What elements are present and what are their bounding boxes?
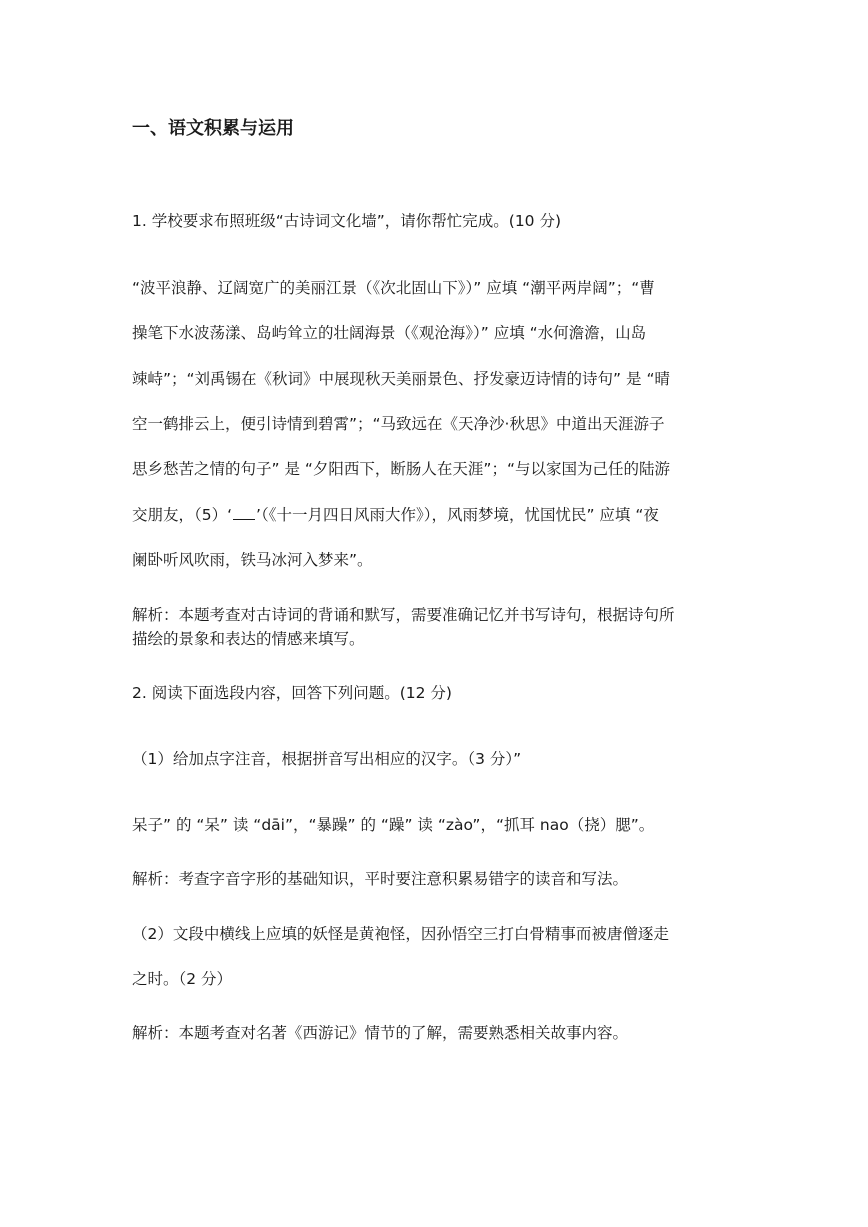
q1-body-line-7: 阑卧听风吹雨，铁马冰河入梦来”。 [132, 551, 373, 569]
q1-analysis-line-1: 解析：本题考查对古诗词的背诵和默写，需要准确记忆并书写诗句，根据诗句所 [132, 606, 675, 624]
q1-body-line-3: 竦峙”；“刘禹锡在《秋词》中展现秋天美丽景色、抒发豪迈诗情的诗句” 是 “晴 [132, 370, 670, 388]
q1-body-line-6 [132, 504, 659, 526]
q2-sub1-analysis: 解析：考查字音字形的基础知识，平时要注意积累易错字的读音和写法。 [132, 870, 629, 888]
question-1-heading: 1. 学校要求布照班级“古诗词文化墙”，请你帮忙完成。(10 分) [132, 212, 562, 230]
q2-sub2-line-2: 之时。（2 分） [132, 970, 233, 988]
q2-sub1: （1）给加点字注音，根据拼音写出相应的汉字。（3 分）” [132, 750, 522, 768]
q1-analysis-line-2: 描绘的景象和表达的情感来填写。 [132, 630, 365, 648]
q1-body-line-5: 思乡愁苦之情的句子” 是 “夕阳西下，断肠人在天涯”；“与以家国为己任的陆游 [132, 460, 670, 478]
question-2-heading: 2. 阅读下面选段内容，回答下列问题。(12 分) [132, 684, 452, 702]
q1-body-line-1: “波平浪静、辽阔宽广的美丽江景（《次北固山下》）” 应填 “潮平两岸阔”；“曹 [132, 279, 655, 297]
q2-sub2-analysis: 解析：本题考查对名著《西游记》情节的了解，需要熟悉相关故事内容。 [132, 1024, 629, 1042]
q1-line6-after: ’（《十一月四日风雨大作》），风雨梦境，忧国忧民” 应填 “夜 [256, 506, 659, 524]
q1-body-line-4: 空一鹤排云上，便引诗情到碧霄”；“马致远在《天净沙·秋思》中道出天涯游子 [132, 415, 665, 433]
q1-body-line-2: 操笔下水波荡漾、岛屿耸立的壮阔海景（《观沧海》）” 应填 “水何澹澹，山岛 [132, 324, 647, 342]
q2-sub2-line-1: （2）文段中横线上应填的妖怪是黄袍怪，因孙悟空三打白骨精事而被唐僧逐走 [132, 925, 669, 943]
section-title: 一、语文积累与运用 [132, 118, 294, 139]
fill-in-blank [233, 505, 255, 520]
q2-sub1-answer: 呆子” 的 “呆” 读 “dāi”，“暴躁” 的 “躁” 读 “zào”，“抓耳 nao（挠）腮”。 [132, 816, 655, 834]
q1-line6-before: 交朋友，（5）‘ [132, 506, 233, 524]
